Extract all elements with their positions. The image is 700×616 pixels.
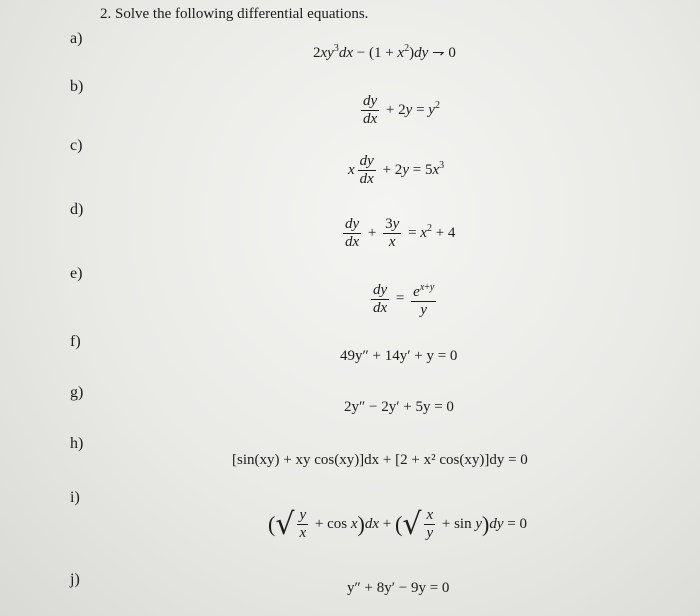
equation-c: x $\frac{dy}{dx}$ + $2y = 5x^3$ (348, 153, 445, 187)
label-a: a) (70, 30, 83, 47)
label-b: b) (70, 78, 84, 95)
label-i: i) (70, 489, 80, 506)
equation-e: $\frac{dy}{dx}$ = $\frac{e^{x+y}}{y}$ (368, 279, 439, 319)
equation-a: $2xy^3dx - (1 + x^2)dy$ ⇁ 0 (313, 43, 456, 61)
label-c: c) (70, 137, 83, 154)
label-e: e) (70, 265, 83, 282)
equation-b: $\frac{dy}{dx}$ + $2y = y^2$ (363, 93, 440, 127)
label-d: d) (70, 201, 84, 218)
equation-i: (√ $\frac{y}{x}$ + cos x)dx + (√ $\frac{x}{y}$ + sin y)dy = 0 (268, 507, 527, 542)
equation-f: 49y″ + 14y′ + y = 0 (340, 348, 458, 364)
label-g: g) (70, 384, 84, 401)
equation-g: 2y″ − 2y′ + 5y = 0 (344, 399, 454, 415)
label-j: j) (70, 571, 80, 588)
equation-d: $\frac{dy}{dx}$ + $\frac{3y}{x}$ = $x^2 + 4$ (345, 216, 456, 250)
equation-h: [sin(xy) + xy cos(xy)]dx + [2 + x² cos(xy)]dy = 0 (232, 452, 528, 468)
problem-title: 2. Solve the following differential equations. (100, 6, 369, 22)
label-f: f) (70, 333, 81, 350)
label-h: h) (70, 435, 84, 452)
equation-j: y″ + 8y′ − 9y = 0 (347, 580, 450, 596)
